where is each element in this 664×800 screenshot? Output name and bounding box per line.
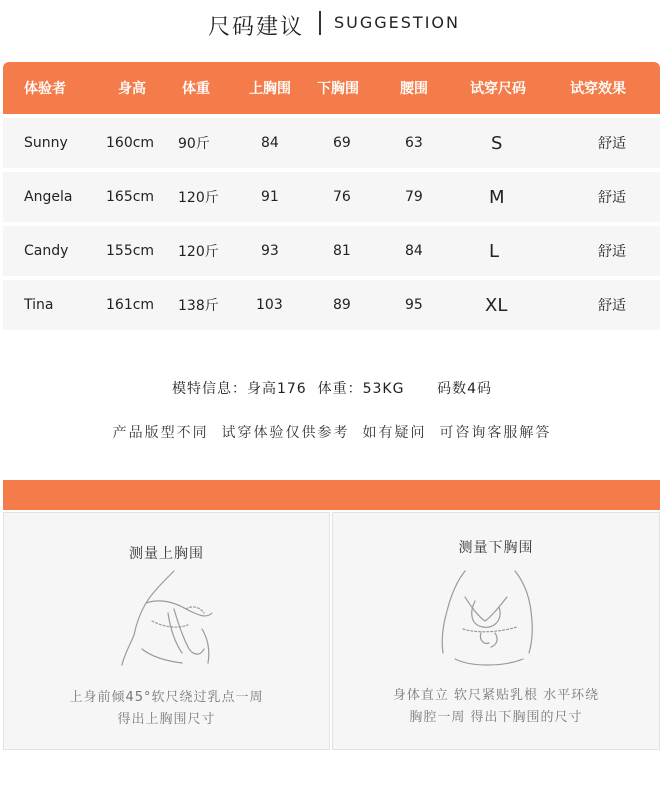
measure-upper-title: 测量上胸围: [129, 546, 204, 562]
col-header-height: 身高: [118, 81, 146, 97]
cell-waist: 95: [405, 297, 423, 313]
col-header-upper-bust: 上胸围: [249, 81, 291, 97]
cell-height: 161cm: [106, 297, 155, 313]
under-bust-figure-illustration: [435, 567, 545, 677]
cell-weight: 138斤: [178, 298, 219, 314]
page-title: 尺码建议: [208, 15, 305, 40]
measure-lower-line1: 身体直立 软尺紧贴乳根 水平环绕: [392, 688, 600, 703]
cell-height: 160cm: [106, 135, 155, 151]
table-row: [3, 226, 660, 276]
size-table: [3, 62, 660, 330]
cell-fit: 舒适: [598, 244, 626, 260]
cell-under-bust: 81: [333, 243, 351, 259]
cell-weight: 90斤: [178, 136, 210, 152]
col-header-tester: 体验者: [24, 81, 66, 97]
cell-under-bust: 76: [333, 189, 351, 205]
page-subtitle: SUGGESTION: [334, 13, 460, 32]
cell-waist: 84: [405, 243, 423, 259]
measure-under-bust-panel: [332, 512, 660, 750]
section-band: [3, 480, 660, 510]
cell-fit: 舒适: [598, 298, 626, 314]
cell-upper-bust: 93: [261, 243, 279, 259]
cell-under-bust: 89: [333, 297, 351, 313]
cell-weight: 120斤: [178, 190, 219, 206]
cell-height: 155cm: [106, 243, 155, 259]
cell-tester: Angela: [24, 189, 73, 205]
cell-upper-bust: 91: [261, 189, 279, 205]
cell-size: S: [491, 132, 503, 154]
cell-fit: 舒适: [598, 136, 626, 152]
cell-size: XL: [485, 294, 508, 316]
cell-waist: 63: [405, 135, 423, 151]
cell-tester: Sunny: [24, 135, 68, 151]
cell-under-bust: 69: [333, 135, 351, 151]
title-divider: [319, 11, 321, 35]
cell-upper-bust: 84: [261, 135, 279, 151]
measure-lower-title: 测量下胸围: [458, 540, 534, 556]
measure-upper-bust-panel: [3, 512, 330, 750]
col-header-size: 试穿尺码: [470, 81, 526, 97]
cell-weight: 120斤: [178, 244, 219, 260]
measure-upper-line2: 得出上胸围尺寸: [117, 712, 216, 727]
col-header-waist: 腰围: [400, 81, 428, 97]
cell-height: 165cm: [106, 189, 155, 205]
table-row: [3, 172, 660, 222]
col-header-under-bust: 下胸围: [317, 81, 359, 97]
model-info: 模特信息：身高176 体重：53KG 码数4码: [171, 381, 493, 397]
cell-fit: 舒适: [598, 190, 626, 206]
cell-upper-bust: 103: [256, 297, 283, 313]
upper-bust-figure-illustration: [112, 569, 232, 679]
disclaimer: 产品版型不同 试穿体验仅供参考 如有疑问 可咨询客服解答: [112, 425, 552, 441]
col-header-weight: 体重: [182, 81, 210, 97]
table-row: [3, 118, 660, 168]
cell-waist: 79: [405, 189, 423, 205]
table-header-row: [3, 62, 660, 114]
cell-size: L: [489, 240, 500, 262]
col-header-fit: 试穿效果: [570, 81, 626, 97]
measure-upper-line1: 上身前倾45°软尺绕过乳点一周: [69, 690, 264, 705]
cell-tester: Tina: [24, 297, 54, 313]
measure-lower-line2: 胸腔一周 得出下胸围的尺寸: [409, 710, 583, 725]
table-row: [3, 280, 660, 330]
cell-size: M: [489, 186, 505, 208]
cell-tester: Candy: [24, 243, 69, 259]
page-header: [0, 0, 664, 52]
